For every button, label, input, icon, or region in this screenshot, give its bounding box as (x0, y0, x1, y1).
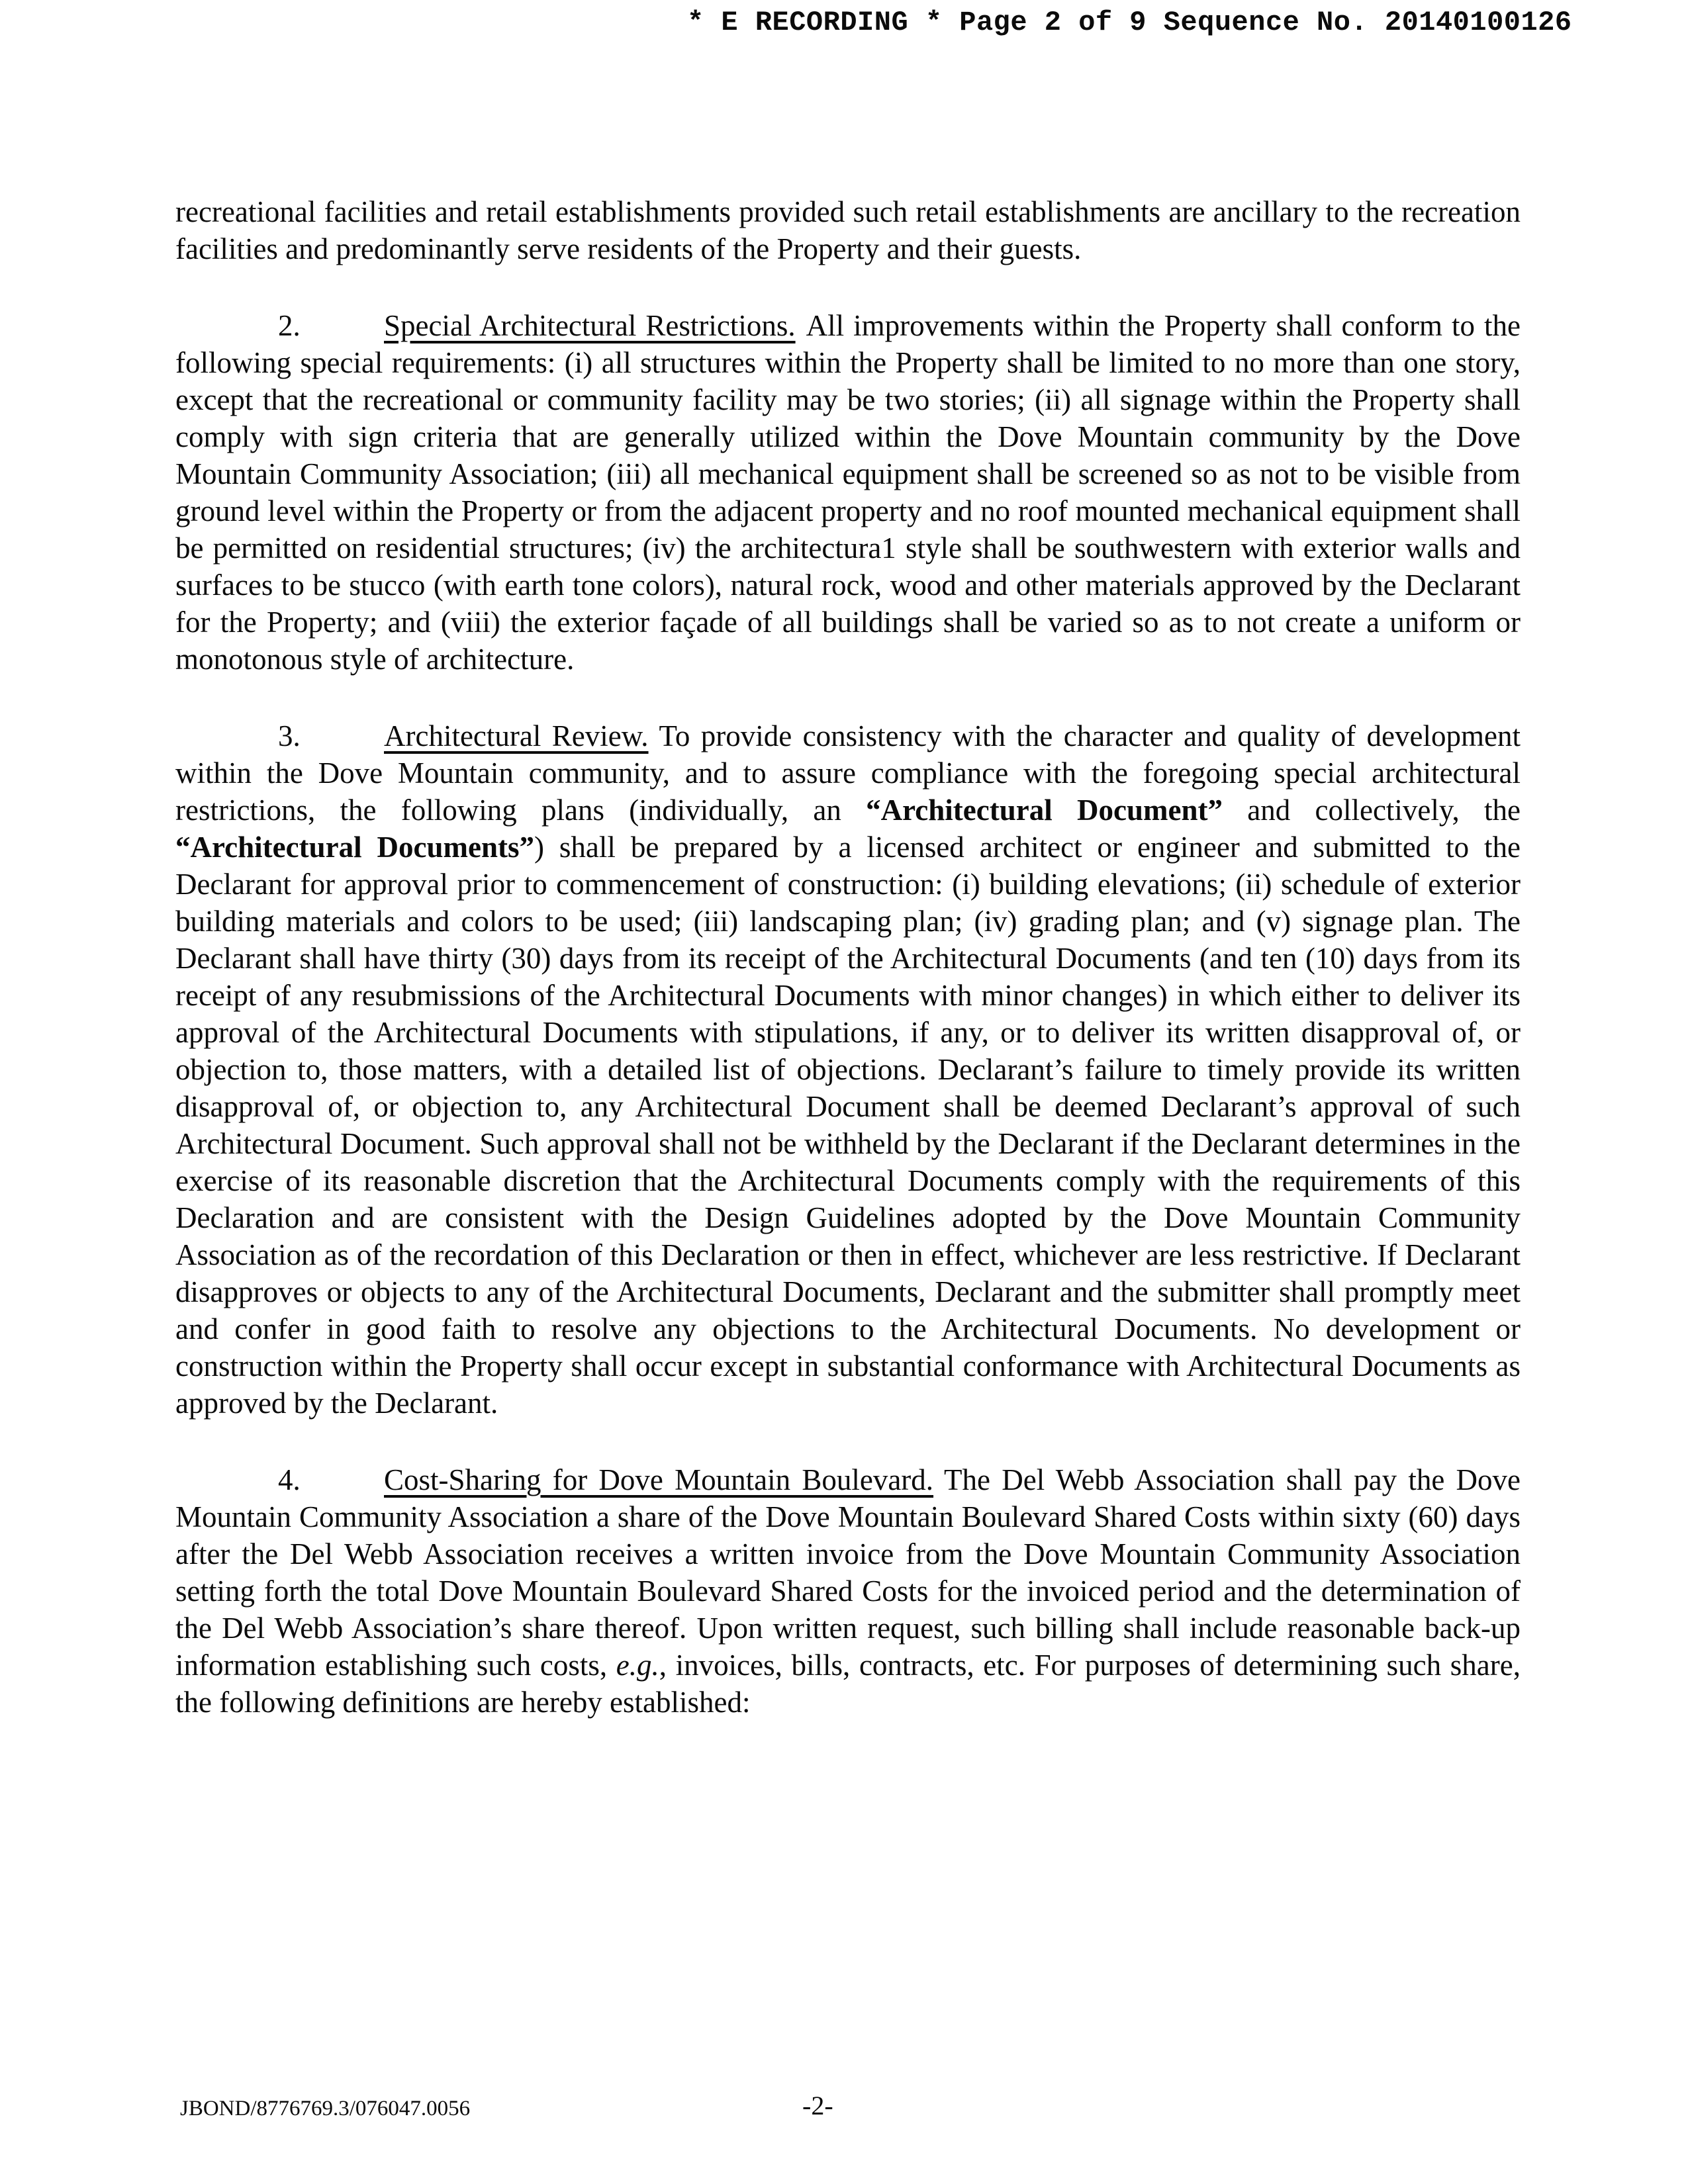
recording-header: * E RECORDING * Page 2 of 9 Sequence No. 20140100126 (687, 7, 1572, 38)
latin-abbreviation-eg: e.g. (616, 1649, 659, 1682)
paragraph-4-text-segment: The Del Webb Association shall pay the Dove Mountain Community Association a share of the Dove Mountain Boulevard Shared Costs within sixty (60) days after the Del Webb Association receives a written invoice from the Dove Mountain Community Association setting forth the total Dove Mountain Boulevard Shared Costs for the invoiced period and the determination of the Del Webb Association’s share thereof. Upon written request, such billing shall include reasonable back-up information establishing such costs, (175, 1463, 1521, 1682)
paragraph-4-text-segment: , invoices, bills, contracts, etc. For purposes of determining such share, the following definitions are hereby established: (175, 1649, 1521, 1719)
paragraph-3-number: 3. (278, 719, 301, 752)
paragraph-4-number: 4. (278, 1463, 301, 1496)
paragraph-3 (175, 717, 1521, 1422)
defined-term-architectural-document: “Architectural Document” (866, 794, 1223, 827)
paragraph-2-text: All improvements within the Property shall conform to the following special requirements: (i) all structures within the Property shall be limited to no more than one story, except that the recreational or community facility may be two stories; (ii) all signage within the Property shall comply with sign criteria that are generally utilized within the Dove Mountain community by the Dove Mountain Community Association; (iii) all mechanical equipment shall be screened so as not to be visible from ground level within the Property or from the adjacent property and no roof mounted mechanical equipment shall be permitted on residential structures; (iv) the architectura1 style shall be southwestern with exterior walls and surfaces to be stucco (with earth tone colors), natural rock, wood and other materials approved by the Declarant for the Property; and (viii) the exterior façade of all buildings shall be varied so as to not create a uniform or monotonous style of architecture. (175, 309, 1521, 676)
paragraph-3-text-segment: To provide consistency with the character and quality of development within the Dove Mountain community, and to assure compliance with the foregoing special architectural restrictions, the following plans (individually, an (175, 719, 1521, 827)
footer-page-number: -2- (802, 2091, 833, 2120)
paragraph-2-heading: Special Architectural Restrictions. (384, 309, 796, 342)
paragraph-2 (175, 307, 1521, 678)
defined-term-architectural-documents: “Architectural Documents” (175, 831, 534, 864)
paragraph-4-heading: Cost-Sharing for Dove Mountain Boulevard. (384, 1463, 934, 1496)
paragraph-3-text-segment: ) shall be prepared by a licensed architect or engineer and submitted to the Declarant for approval prior to commencement of construction: (i) building elevations; (ii) schedule of exterior building materials and colors to be used; (iii) landscaping plan; (iv) grading plan; and (v) signage plan. The Declarant shall have thirty (30) days from its receipt of the Architectural Documents (and ten (10) days from its receipt of any resubmissions of the Architectural Documents with minor changes) in which either to deliver its approval of the Architectural Documents with stipulations, if any, or to deliver its written disapproval of, or objection to, those matters, with a detailed list of objections. Declarant’s failure to timely provide its written disapproval of, or objection to, any Architectural Document shall be deemed Declarant’s approval of such Architectural Document. Such approval shall not be withheld by the Declarant if the Declarant determines in the exercise of its reasonable discretion that the Architectural Documents comply with the requirements of this Declaration and are consistent with the Design Guidelines adopted by the Dove Mountain Community Association as of the recordation of this Declaration or then in effect, whichever are less restrictive. If Declarant disapproves or objects to any of the Architectural Documents, Declarant and the submitter shall promptly meet and confer in good faith to resolve any objections to the Architectural Documents. No development or construction within the Property shall occur except in substantial conformance with Architectural Documents as approved by the Declarant. (175, 831, 1521, 1420)
paragraph-2-number: 2. (278, 309, 301, 342)
paragraph-3-heading: Architectural Review. (384, 719, 649, 752)
continuation-paragraph (175, 193, 1521, 267)
paragraph-4 (175, 1461, 1521, 1721)
continuation-text: recreational facilities and retail establishments provided such retail establishments are ancillary to the recreation facilities and predominantly serve residents of the Property and their guests. (175, 195, 1521, 265)
footer-document-reference: JBOND/8776769.3/076047.0056 (180, 2097, 471, 2120)
paragraph-3-text-segment: and collectively, the (1222, 794, 1521, 827)
document-body (175, 193, 1521, 1760)
